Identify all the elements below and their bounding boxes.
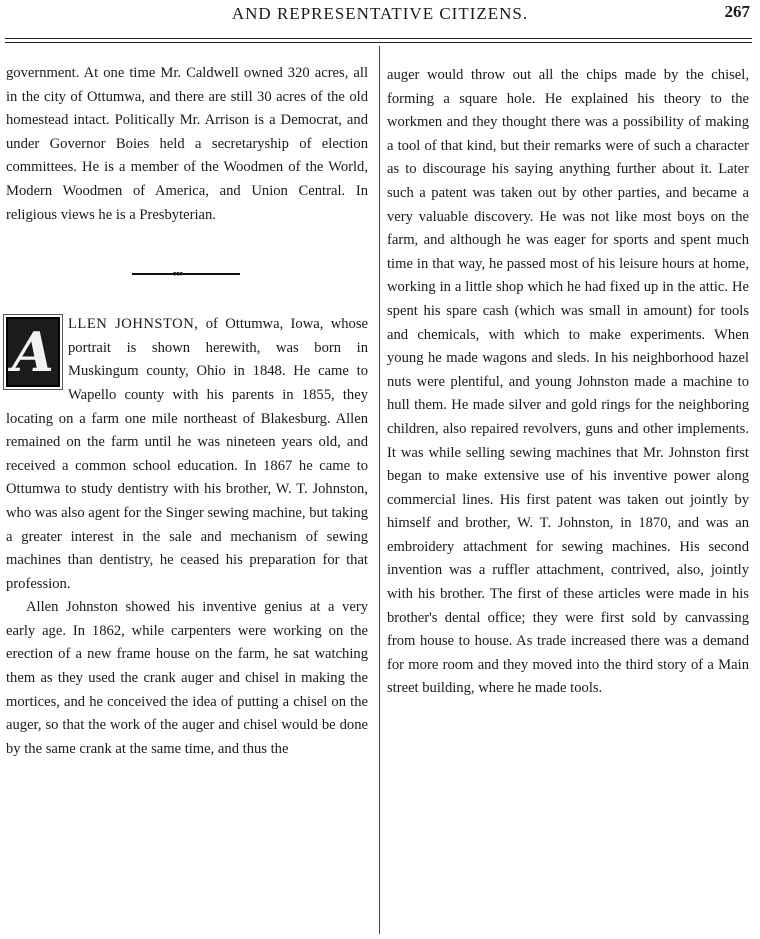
column-divider: [379, 46, 380, 934]
drop-cap-initial: A: [6, 317, 60, 387]
biography-allen-johnston: [6, 313, 368, 761]
bio-lead-name: LLEN JOHNSTON,: [68, 316, 199, 333]
ornament-rule: [132, 273, 240, 275]
running-head: AND REPRESENTATIVE CITIZENS.: [231, 4, 529, 23]
bio-paragraph-1-text: of Ottumwa, Iowa, whose portrait is shown herewith, was born in Muskingum county, Ohio in 1848. He came to Wapello county with his parents in 1855, they locating on a farm one mile northeast of Blakesburg. Allen remained on the farm until he was nineteen years old, and received a common school education. In 1867 he came to Ottumwa to study dentistry with his brother, W. T. Johnston, who was also agent for the Singer sewing machine, but taking a greater interest in the sale and mechanism of sewing machines than dentistry, he ceased his preparation for that profession.: [6, 316, 368, 592]
previous-bio-ending: government. At one time Mr. Caldwell owned 320 acres, all in the city of Ottumwa, and there are still 30 acres of the old homestead intact. Politically Mr. Arrison is a Democrat, and under Governor Boies held a secretaryship of election committees. He is a member of the Woodmen of the World, Modern Woodmen of America, and Union Central. In religious views he is a Presbyterian.: [6, 65, 368, 223]
header-rule-top: [5, 38, 752, 39]
left-column: [6, 62, 368, 761]
ornament-dots: •••: [172, 267, 182, 284]
bio-continuation: auger would throw out all the chips made by the chisel, forming a square hole. He explained his theory to the workmen and they thought there was a possibility of making a tool of that kind, but their remarks were of such a character as to discourage his saying anything further about it. Later such a patent was taken out by other parties, and became a very valuable discovery. He was not like most boys on the farm, and although he was eager for sports and spent much time in that way, he passed most of his leisure hours at home, working in a little shop which he had fixed up in the attic. He spent his spare cash (which was small in amount) for tools and chemicals, with which to make experiments. When young he made wagons and sleds. In his neighborhood hazel nuts were plentiful, and young Johnston made a machine to hull them. He made silver and gold rings for the neighboring children, also repaired revolvers, guns and other implements. It was while selling sewing machines that Mr. Johnston first began to make extensive use of his inventive power along commercial lines. His first patent was taken out jointly by himself and brother, W. T. Johnston, in 1870, and was an embroidery attachment for sewing machines. His second invention was a ruffler attachment, contrived, also, jointly with his brother. The first of these articles were made in his brother's dental office; they were first sold by canvassing from house to house. As trade increased there was a demand for more room and they moved into the third story of a Main street building, where he made tools.: [387, 67, 749, 697]
section-ornament: [6, 227, 368, 313]
bio-paragraph-1: [6, 313, 368, 596]
header-rule-bottom: [5, 42, 752, 43]
bio-paragraph-2: Allen Johnston showed his inventive genius at a very early age. In 1862, while carpenters were working on the erection of a new frame house on the farm, he sat watching them as they used the crank auger and chisel in making the mortices, and he conceived the idea of putting a chisel on the auger, so that the work of the auger and chisel would be done by the same crank at the same time, and thus the: [6, 599, 368, 757]
page-number: 267: [724, 2, 750, 21]
right-column: [387, 64, 749, 701]
